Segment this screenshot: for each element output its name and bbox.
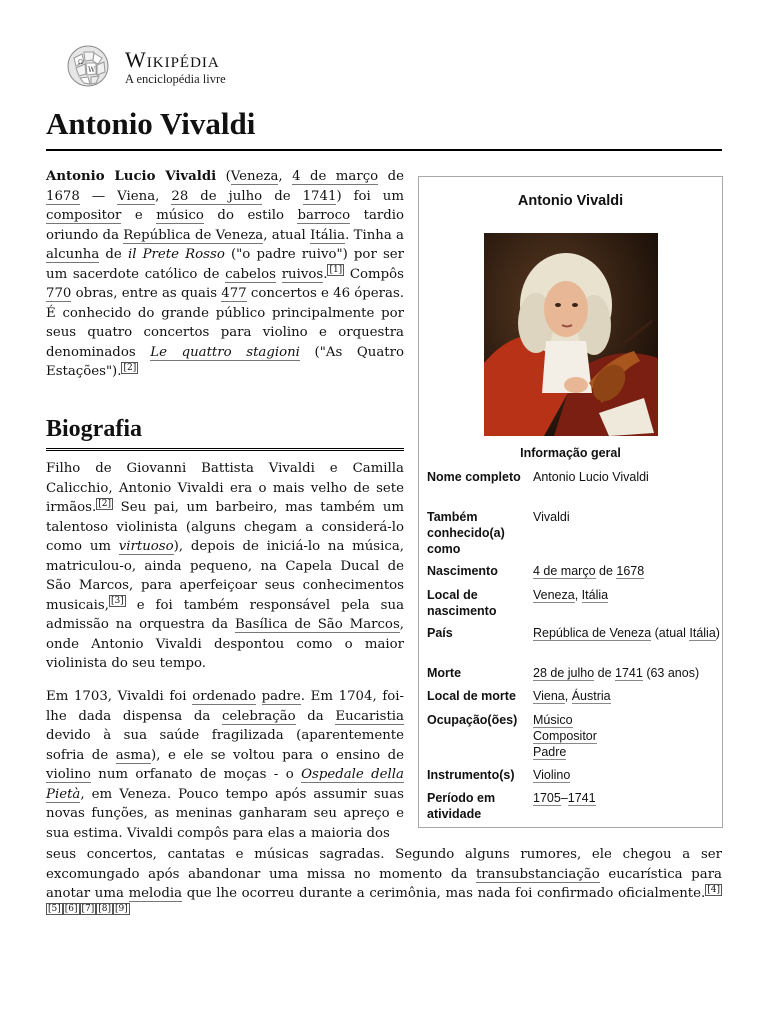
text: seus concertos, cantatas e músicas sagradas. Segundo alguns rumores, ele chegou a ser excomungado após abandonar uma missa no momento da	[46, 847, 722, 882]
link-padre[interactable]: Padre	[533, 745, 567, 759]
link-musico[interactable]: Músico	[533, 713, 573, 727]
text: , onde Antonio Vivaldi despontou como o maior violinista do seu tempo.	[46, 617, 404, 671]
link-transubstanciacao[interactable]: transubstanciação	[475, 866, 600, 882]
section-heading-biografia: Biografia	[46, 414, 404, 451]
link-1741[interactable]: 1741	[567, 791, 596, 805]
text: ("o padre ruivo") por ser um sacerdote católico de	[46, 247, 404, 282]
site-name: Wikipédia	[125, 47, 220, 72]
infobox-value	[533, 665, 721, 681]
text: , atual	[263, 227, 311, 243]
infobox-label: Período em atividade	[427, 791, 496, 821]
text: do estilo	[203, 208, 298, 223]
link-veneza[interactable]: Veneza	[230, 169, 279, 184]
reference-8[interactable]: [8]	[98, 904, 111, 915]
link-ospedale[interactable]: Ospedale della Pietà	[46, 767, 404, 802]
intro-paragraph	[46, 167, 404, 382]
text: eucarística para anotar uma	[46, 866, 722, 901]
link-republica[interactable]: República de Veneza	[533, 626, 652, 640]
link-italia[interactable]: Itália	[689, 626, 716, 640]
infobox-value	[533, 767, 721, 783]
link-770[interactable]: 770	[46, 286, 72, 301]
infobox	[418, 176, 723, 828]
text: .	[323, 266, 328, 282]
text: Filho de Giovanni Battista Vivaldi e Camilla Calicchio, Antonio Vivaldi era o mais velho de sete irmãos.	[46, 461, 404, 515]
infobox-value	[533, 563, 721, 579]
text: ) foi um	[336, 188, 404, 204]
text: devido à sua saúde fragilizada (aparentemente sofria de	[46, 728, 404, 763]
link-italia[interactable]: Itália	[310, 227, 346, 243]
link-republica[interactable]: República de Veneza	[123, 227, 264, 243]
link-basilica[interactable]: Basílica de São Marcos	[234, 617, 400, 632]
text: que lhe ocorreu durante a cerimônia, mas nada foi confirmado oficialmente.	[182, 886, 706, 901]
link-viena[interactable]: Viena	[533, 689, 565, 703]
text: e	[121, 208, 157, 223]
infobox-label: Local de nascimento	[427, 588, 497, 618]
link-padre[interactable]: padre	[261, 689, 301, 704]
link-cabelos[interactable]: cabelos	[225, 266, 276, 282]
reference-4[interactable]: [4]	[707, 884, 720, 895]
link-asma[interactable]: asma	[115, 747, 152, 763]
link-italia[interactable]: Itália	[581, 588, 609, 602]
text: de	[595, 564, 617, 578]
link-melodia[interactable]: melodia	[128, 886, 183, 901]
infobox-title: Antonio Vivaldi	[517, 193, 624, 209]
link-birth-year[interactable]: 1678	[616, 564, 645, 578]
text: de	[99, 247, 128, 262]
text: de	[594, 666, 616, 680]
link-celebracao[interactable]: celebração	[221, 708, 296, 724]
text: ,	[574, 588, 582, 602]
infobox-label: País	[427, 626, 453, 640]
reference-2[interactable]: [2]	[123, 362, 137, 373]
reference-9[interactable]: [9]	[115, 904, 128, 915]
reference-1[interactable]: [1]	[329, 265, 343, 276]
link-1705[interactable]: 1705	[533, 791, 561, 805]
reference-3[interactable]: [3]	[110, 596, 124, 607]
text: ,	[278, 169, 293, 184]
subject-name: Antonio Lucio Vivaldi	[46, 169, 217, 184]
link-viena[interactable]: Viena	[117, 188, 156, 204]
link-musico[interactable]: músico	[156, 208, 204, 223]
italic-nickname: il Prete Rosso	[127, 247, 225, 262]
link-violino[interactable]: violino	[46, 767, 91, 782]
text: tardio oriundo da	[46, 208, 404, 243]
text: Compôs	[344, 266, 405, 282]
text: e foi também responsável pela sua admissão na orquestra da	[46, 597, 404, 632]
bio-paragraph-2-continued	[46, 845, 722, 923]
bio-paragraph-2	[46, 687, 404, 843]
text: obras, entre as quais	[71, 286, 222, 301]
link-veneza[interactable]: Veneza	[533, 588, 575, 602]
text: Seu pai, um barbeiro, mas também um talentoso violinista (alguns chegam a considerá-lo como um	[46, 500, 404, 554]
text: –	[560, 791, 568, 805]
link-austria[interactable]: Áustria	[571, 689, 611, 703]
svg-text:Ω: Ω	[78, 59, 83, 66]
text: num orfanato de moças - o	[90, 767, 302, 782]
text: ), depois de iniciá-lo na música, matriculou-o, ainda pequeno, na Capela Ducal de São Marcos, para aperfeiçoar seus conhecimentos musicais,	[46, 539, 404, 613]
text: (	[216, 169, 231, 184]
infobox-label: Nome completo	[427, 470, 521, 484]
text: . Em 1704, foi-lhe dada dispensa da	[46, 689, 404, 724]
text: Em 1703, Vivaldi foi	[46, 689, 193, 704]
link-birth-year[interactable]: 1678	[46, 188, 80, 204]
reference-7[interactable]: [7]	[81, 904, 95, 915]
text	[276, 267, 282, 282]
link-compositor[interactable]: Compositor	[533, 729, 597, 743]
infobox-value	[533, 688, 721, 704]
reference-5[interactable]: [5]	[48, 904, 61, 915]
bio-paragraph-1	[46, 459, 404, 674]
infobox-label: Morte	[427, 666, 462, 680]
site-tagline: A enciclopédia livre	[125, 72, 226, 86]
link-death-year[interactable]: 1741	[615, 666, 643, 680]
infobox-value	[533, 587, 721, 603]
infobox-value	[533, 625, 721, 641]
link-death-date[interactable]: 28 de julho	[533, 666, 595, 680]
text: ), e ele se voltou para o ensino de	[151, 747, 405, 763]
text: —	[79, 188, 118, 204]
text: . Tinha a	[345, 227, 404, 243]
link-ordenado[interactable]: ordenado	[192, 689, 256, 704]
link-alcunha[interactable]: alcunha	[46, 247, 100, 262]
link-birth-date[interactable]: 4 de março	[292, 169, 379, 184]
text: ("As Quatro Estações").	[46, 344, 404, 379]
text: de	[378, 169, 404, 184]
infobox-value: Antonio Lucio Vivaldi	[533, 470, 649, 484]
text: (atual	[651, 626, 690, 640]
svg-text:W: W	[88, 66, 96, 74]
link-death-year[interactable]: 1741	[302, 188, 337, 204]
link-quattro-stagioni[interactable]: Le quattro stagioni	[150, 344, 300, 360]
infobox-label: Também conhecido(a) como	[427, 510, 505, 556]
text: de	[262, 188, 303, 204]
infobox-label: Local de morte	[427, 689, 516, 703]
text: (63 anos)	[642, 666, 700, 680]
infobox-value: Vivaldi	[533, 510, 570, 524]
text: )	[715, 626, 720, 640]
reference-6[interactable]: [6]	[64, 904, 78, 915]
link-compositor[interactable]: compositor	[46, 208, 122, 223]
link-virtuoso[interactable]: virtuoso	[118, 539, 174, 554]
infobox-label: Ocupação(ões)	[427, 713, 518, 727]
link-death-date[interactable]: 28 de julho	[171, 188, 263, 204]
infobox-value	[533, 790, 721, 806]
text: concertos e 46 óperas. É conhecido do grande público principalmente por seus quatro concertos para violino e orquestra denominados	[46, 286, 404, 360]
page-title: Antonio Vivaldi	[46, 104, 722, 151]
link-ruivos[interactable]: ruivos	[281, 266, 324, 282]
wikipedia-globe-logo	[66, 44, 114, 88]
text	[256, 689, 262, 704]
vivaldi-portrait-image[interactable]	[484, 233, 658, 436]
link-barroco[interactable]: barroco	[297, 208, 351, 223]
link-477[interactable]: 477	[221, 286, 247, 301]
text: , em Veneza. Pouco tempo após assumir suas novas funções, as meninas ganharam seu apreço e sua estima. Vivaldi compôs para elas a maioria dos	[46, 786, 404, 841]
infobox-value	[533, 712, 721, 760]
link-birth-date[interactable]: 4 de março	[533, 564, 596, 578]
reference-2[interactable]: [2]	[98, 498, 111, 509]
link-eucaristia[interactable]: Eucaristia	[335, 708, 404, 724]
text: ,	[155, 188, 172, 204]
infobox-section-heading: Informação geral	[520, 446, 621, 460]
text: ,	[564, 689, 572, 703]
infobox-label: Nascimento	[427, 564, 498, 578]
link-violino[interactable]: Violino	[533, 768, 571, 782]
infobox-label: Instrumento(s)	[427, 768, 515, 782]
text: da	[295, 708, 336, 724]
